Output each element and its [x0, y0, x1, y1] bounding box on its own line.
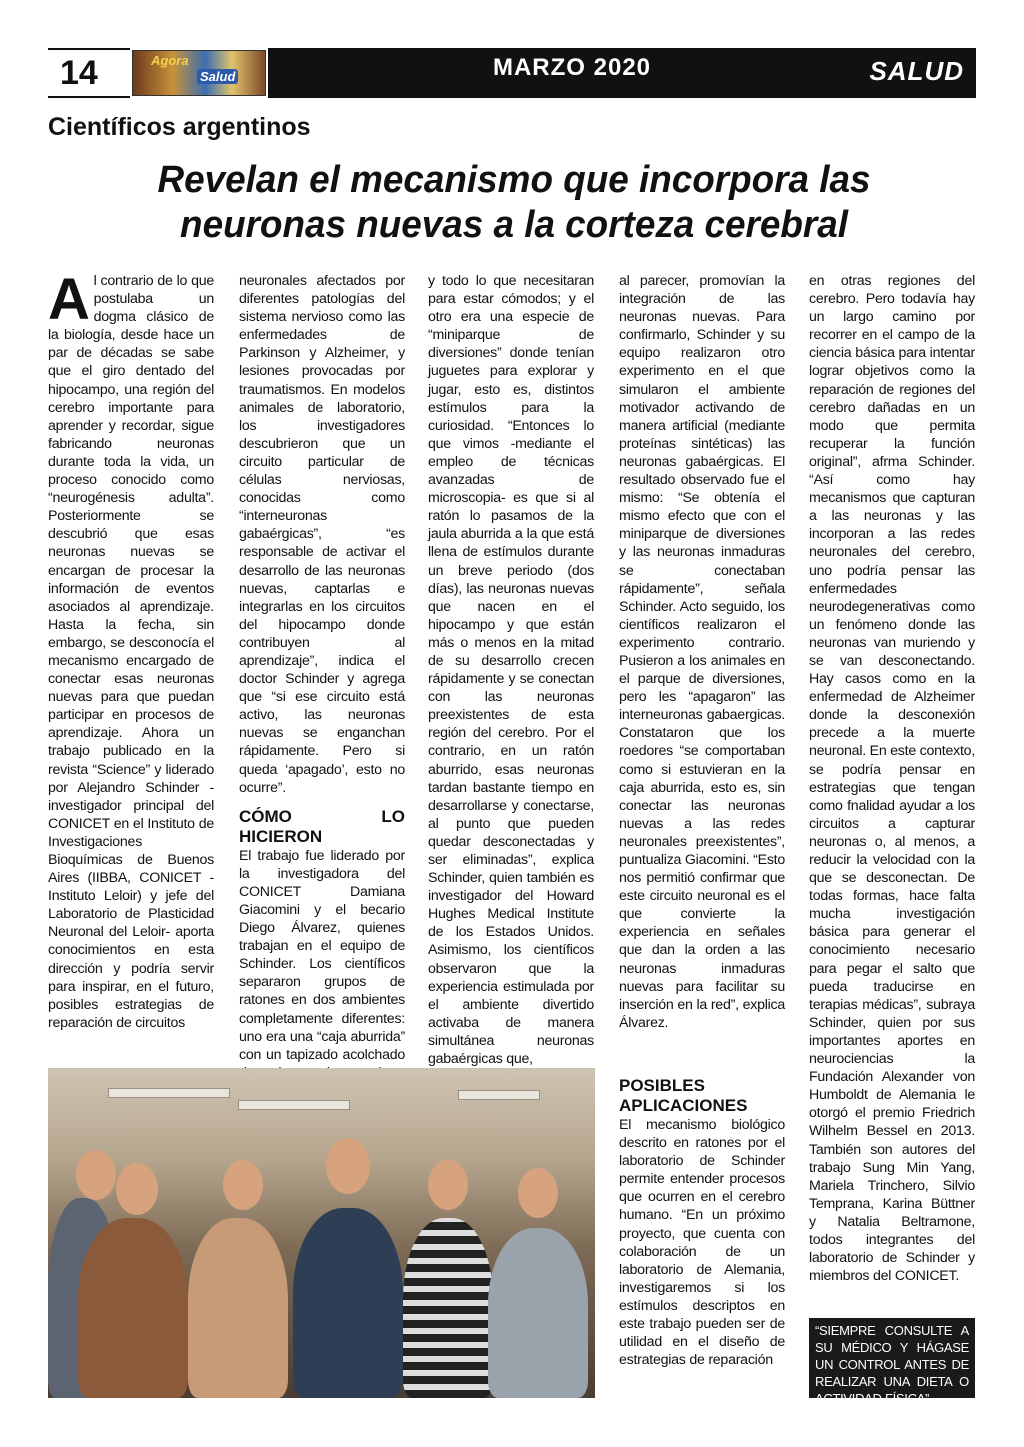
person-head	[518, 1168, 558, 1218]
person	[293, 1208, 403, 1398]
magazine-logo	[132, 50, 266, 96]
subhead-como-lo-hicieron: CÓMO LO HICIERON	[239, 806, 405, 846]
column-3-text: y todo lo que necesitaran para estar cómodos; y el otro era una especie de “miniparque de diversiones” donde tenían juguetes para explorar y jugar, esto es, distintos estímulos para la curiosidad. “Entonces lo que vimos -mediante el empleo de técnicas avanzadas de microscopia- es que si al ratón lo pasamos de la jaula aburrida a la que está llena de estímulos durante un breve periodo (dos días), las neuronas nuevas que nacen en el hipocampo y que están más o menos en la mitad de su desarrollo crecen rápidamente y se conectan con las neuronas preexistentes de esta región del cerebro. Por el contrario, en un ratón aburrido, esas neuronas tardan bastante tiempo en desarrollarse y conectarse, al punto que pueden quedar desconectadas y ser eliminadas”, explica Schinder, quien también es investigador del Howard Hughes Medical Institute de los Estados Unidos. Asimismo, los científicos observaron que la experiencia estimulada por el ambiente divertido activaba de manera simultánea neuronas gabaérgicas que,	[428, 273, 594, 1068]
page-header	[48, 48, 976, 98]
text-column-5	[809, 272, 975, 1285]
text-column-3	[428, 272, 594, 1068]
text-column-4-lower	[619, 1076, 785, 1369]
person-head	[116, 1163, 158, 1215]
person	[78, 1218, 188, 1398]
person-head	[223, 1160, 263, 1210]
logo-text-agora: Agora	[151, 53, 189, 68]
ceiling-light	[458, 1090, 540, 1100]
header-bar	[268, 48, 976, 98]
logo-text-salud: Salud	[197, 69, 238, 84]
person	[403, 1218, 493, 1398]
person-head	[428, 1160, 468, 1210]
text-column-1	[48, 267, 214, 1032]
section-name: SALUD	[869, 56, 964, 86]
text-column-4	[619, 272, 785, 1032]
article-kicker: Científicos argentinos	[48, 113, 311, 141]
person-head	[76, 1150, 116, 1200]
ceiling-light	[108, 1088, 230, 1098]
text-column-2	[239, 272, 405, 1100]
person	[188, 1218, 288, 1398]
column-2-text: neuronales afectados por diferentes patologías del sistema nervioso como las enfermedades de Parkinson y Alzheimer, y lesiones provocadas por traumatismos. En modelos animales de laboratorio, los investigadores descubrieron que un circuito particular de células nerviosas, conocidas como “interneuronas gabaérgicas”, “es responsable de activar el desarrollo de las neuronas nuevas, captarlas e integrarlas en los circuitos del hipocampo donde contribuyen al aprendizaje”, indica el doctor Schinder y agrega que “si ese circuito está activo, las neuronas nuevas se enganchan rápidamente. Pero si queda ‘apagado’, esto no ocurre”.	[239, 273, 405, 796]
person	[488, 1228, 588, 1398]
health-advisory-note: “SIEMPRE CONSULTE A SU MÉDICO Y HÁGASE UN CONTROL ANTES DE REALIZAR UNA DIETA O ACTIVIDAD FÍSICA”	[809, 1318, 975, 1398]
article-headline: Revelan el mecanismo que incorpora las neuronas nuevas a la corteza cerebral	[157, 159, 871, 246]
page-number: 14	[48, 48, 130, 98]
dropcap: A	[48, 267, 90, 332]
column-4-text: al parecer, promovían la integración de las neuronas nuevas. Para confirmarlo, Schinder y su equipo realizaron otro experimento en el que simularon el ambiente motivador activando de manera artificial (mediante proteínas sintéticas) las neuronas gabaérgicas. El resultado observado fue el mismo: “Se obtenía el mismo efecto que con el miniparque de diversiones y las neuronas inmaduras se conectaban rápidamente”, señala Schinder. Acto seguido, los científicos realizaron el experimento contrario. Pusieron a los animales en el parque de diversiones, pero les “apagaron” las interneuronas gabaergicas. Constataron que los roedores “se comportaban como si estuvieran en la caja aburrida, esto es, sin conectar las neuronas nuevas a las redes neuronales preexistentes”, puntualiza Giacomini. “Esto nos permitió confirmar que este circuito neuronal es el que convierte la experiencia en señales que dan la orden a las neuronas inmaduras nuevas para facilitar su inserción en la red”, explica Álvarez.	[619, 273, 785, 1031]
subhead-posibles-aplicaciones: POSIBLES APLICACIONES	[619, 1076, 748, 1115]
column-2-text-2: El trabajo fue liderado por la investigadora del CONICET Damiana Giacomini y el becario Diego Álvarez, quienes trabajan en el equipo de Schinder. Los científicos separaron grupos de ratones en dos ambientes completamente diferentes: uno era una “caja aburrida” con un tapizado acolchado	[239, 847, 405, 1063]
column-5-text: en otras regiones del cerebro. Pero todavía hay un largo camino por recorrer en el campo de la ciencia básica para intentar lograr objetivos como la reparación de regiones del cerebro dañadas en un modo que permita recuperar la función original”, afrma Schinder. “Así como hay mecanismos que capturan a las neuronas y las incorporan a las redes neuronales del cerebro, uno podría pensar las enfermedades neurodegenerativas como un fenómeno donde las neuronas van muriendo y se van desconectando. Hay casos como en la enfermedad de Alzheimer donde la desconexión precede a la muerte neuronal. En este contexto, se podría pensar en estrategias que tengan como fnalidad ayudar a los circuitos a capturar neuronas o, al menos, a reducir la velocidad con la que se desconectan. De todas formas, hace falta mucha investigación básica para generar el conocimiento necesario para pegar el salto que pueda traducirse en terapias médicas”, subraya Schinder, quien por sus importantes aportes en neurociencias la Fundación Alexander von Humboldt de Alemania le otorgó el premio Friedrich Wilhelm Bessel en 2013. También son autores del trabajo Sung Min Yang, Mariela Trinchero, Silvio Temprana, Karina Büttner y Natalia Beltramone, todos integrantes del laboratorio de Schinder y miembros del CONICET.	[809, 273, 975, 1285]
column-4-text-2: El mecanismo biológico descrito en ratones por el laboratorio de Schinder permite entender procesos que ocurren en el cerebro humano. “En un próximo proyecto, que cuenta con colaboración de un laboratorio de Alemania, investigaremos si los estímulos descriptos en este trabajo pueden ser de utilidad en el diseño de estrategias de reparación	[619, 1117, 785, 1369]
team-photo	[48, 1068, 595, 1398]
ceiling-light	[238, 1100, 350, 1110]
column-1-text: l contrario de lo que postulaba un dogma clásico de la biología, desde hace un par de décadas se sabe que el giro dentado del hipocampo, una región del cerebro importante para aprender y recordar, sigue fabricando neuronas durante toda la vida, un proceso conocido como “neurogénesis adulta”. Posteriormente se descubrió que esas neuronas nuevas se encargan de procesar la información de eventos asociados al aprendizaje. Hasta la fecha, sin embargo, se desconocía el mecanismo encargado de conectar esas neuronas nuevas para que puedan participar en procesos de aprendizaje. Ahora un trabajo publicado en la revista “Science” y liderado por Alejandro Schinder -investigador principal del CONICET en el Instituto de Investigaciones Bioquímicas de Buenos Aires (IIBBA, CONICET - Instituto Leloir) y jefe del Laboratorio de Plasticidad Neuronal del Leloir- aporta conocimientos en esta dirección y podría servir para inspirar, en el futuro, posibles estrategias de reparación de circuitos	[48, 273, 214, 1031]
person-head	[326, 1138, 370, 1194]
issue-date: MARZO 2020	[492, 54, 652, 81]
